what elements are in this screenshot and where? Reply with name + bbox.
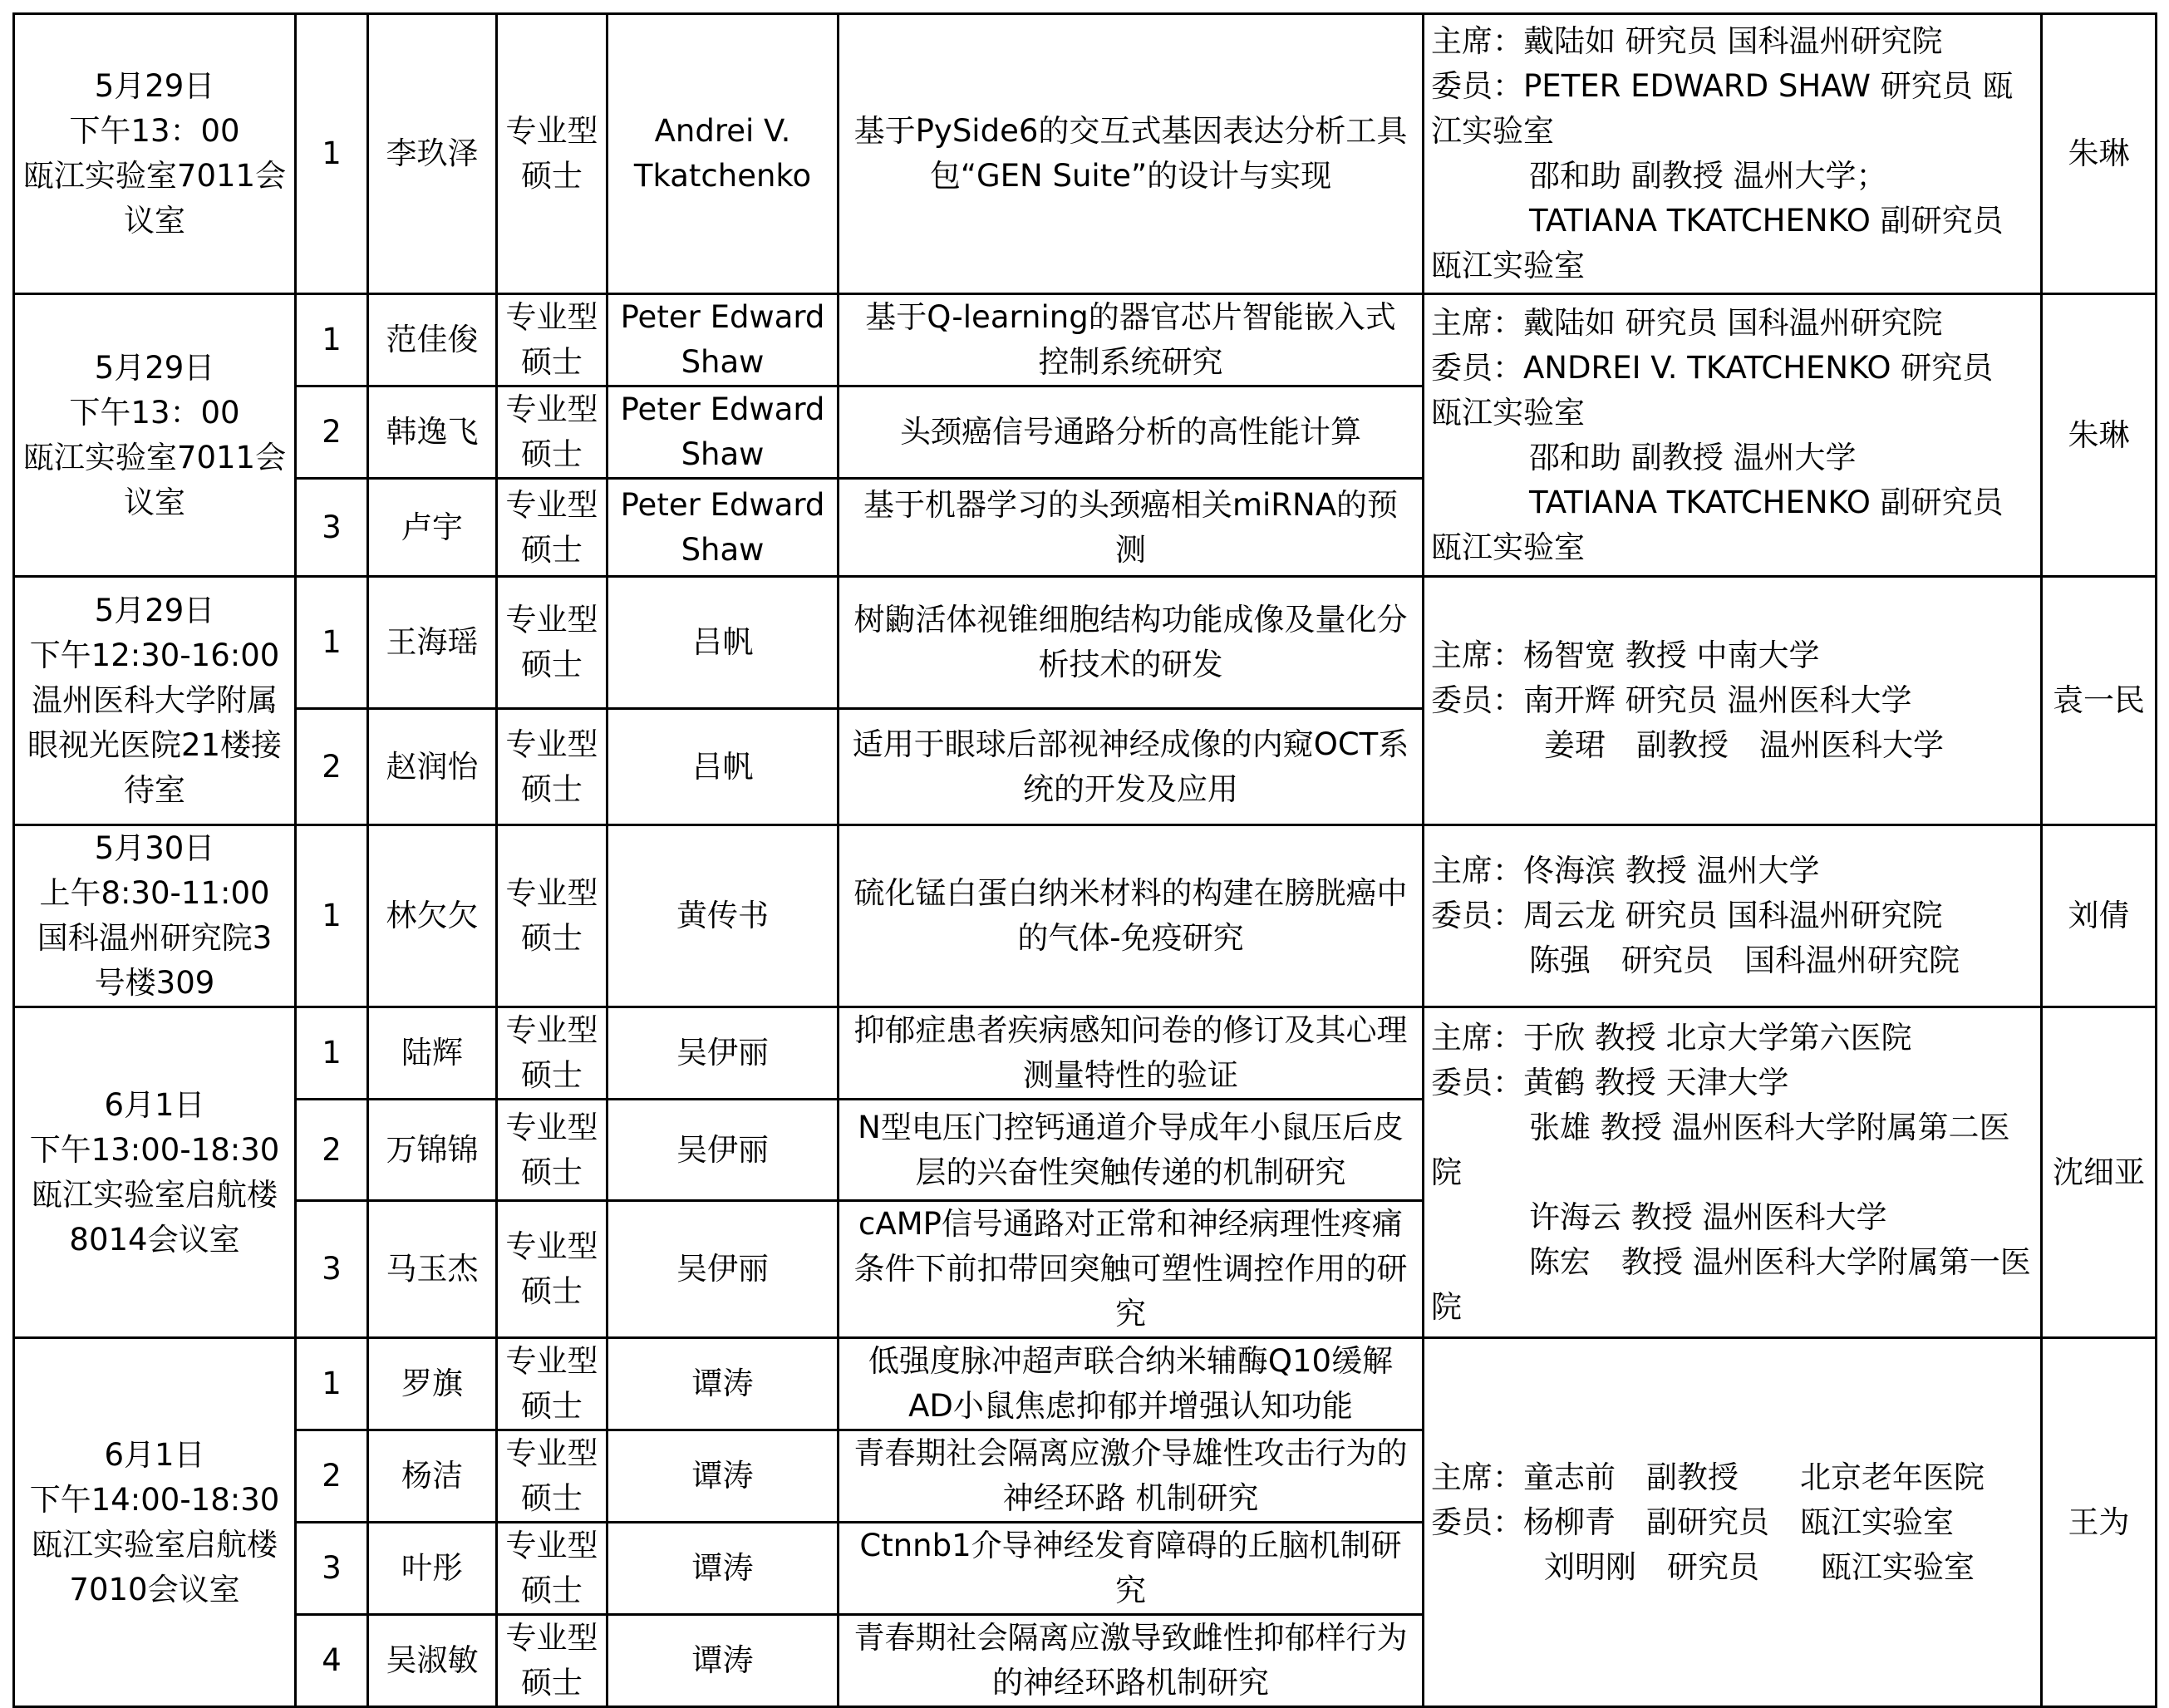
degree-type-line: 硕士: [521, 1665, 583, 1701]
degree-type-cell: [497, 1523, 607, 1615]
thesis-title-line: 头颈癌信号通路分析的高性能计算: [900, 414, 1361, 450]
thesis-title-line: 析技术的研发: [1038, 647, 1223, 682]
committee-line: 陈强 研究员 国科温州研究院: [1529, 943, 1960, 978]
session-cell: [14, 294, 296, 577]
secretary-name: 袁一民: [2053, 682, 2145, 718]
advisor-cell: [607, 1430, 839, 1523]
committee-line: 邵和助 副教授 温州大学: [1529, 439, 1857, 475]
degree-type-cell: [497, 14, 607, 294]
table-row: [14, 14, 2157, 294]
student-name: 王海瑶: [386, 624, 479, 660]
degree-type-line: 专业型: [505, 486, 598, 523]
thesis-title-cell: [839, 1615, 1424, 1707]
thesis-title-line: 适用于眼球后部视神经成像的内窥OCT系: [852, 726, 1409, 762]
student-number-cell: [296, 709, 368, 825]
degree-type-line: 硕士: [521, 531, 583, 568]
advisor-line: 吴伊丽: [676, 1131, 769, 1168]
secretary-cell: [2042, 1007, 2157, 1338]
advisor-line: 吴伊丽: [676, 1251, 769, 1287]
student-number-cell: [296, 14, 368, 294]
committee-line: 主席：戴陆如 研究员 国科温州研究院: [1431, 304, 1943, 341]
degree-type-line: 硕士: [521, 1057, 583, 1093]
committee-line: 许海云 教授 温州医科大学: [1529, 1199, 1887, 1235]
student-number: 1: [322, 898, 342, 933]
thesis-title-cell: [839, 825, 1424, 1007]
degree-type-line: 专业型: [505, 875, 598, 911]
student-name: 韩逸飞: [386, 414, 479, 450]
student-number: 3: [322, 509, 342, 545]
table-row: [14, 294, 2157, 386]
student-name-cell: [368, 709, 497, 825]
student-name: 罗旗: [401, 1366, 463, 1401]
thesis-title-line: 控制系统研究: [1038, 344, 1223, 380]
student-name: 马玉杰: [386, 1251, 479, 1287]
thesis-title-line: 基于机器学习的头颈癌相关miRNA的预: [863, 486, 1399, 523]
student-name-cell: [368, 386, 497, 479]
student-name: 万锦锦: [386, 1131, 479, 1168]
student-name-cell: [368, 1615, 497, 1707]
degree-type-line: 专业型: [505, 1012, 598, 1048]
committee-line: 江实验室: [1431, 113, 1554, 149]
committee-line: 邵和助 副教授 温州大学；: [1529, 158, 1887, 194]
degree-type-cell: [497, 479, 607, 577]
committee-line: 主席：杨智宽 教授 中南大学: [1431, 637, 1820, 673]
student-name: 杨洁: [401, 1458, 463, 1494]
student-number-cell: [296, 1430, 368, 1523]
committee-line: 主席：佟海滨 教授 温州大学: [1431, 853, 1820, 888]
committee-line: 瓯江实验室: [1431, 529, 1585, 565]
degree-type-line: 硕士: [521, 1154, 583, 1190]
secretary-name: 沈细亚: [2053, 1154, 2145, 1190]
table-row: [14, 577, 2157, 709]
session-line: 6月1日: [104, 1436, 205, 1473]
committee-cell: [1424, 294, 2042, 577]
student-name: 陆辉: [401, 1035, 463, 1071]
session-line: 瓯江实验室7011会: [22, 158, 287, 194]
student-number: 2: [322, 414, 342, 450]
thesis-title-cell: [839, 294, 1424, 386]
student-name: 卢宇: [401, 509, 463, 545]
advisor-line: Tkatchenko: [633, 158, 812, 194]
thesis-title-line: 基于Q-learning的器官芯片智能嵌入式: [865, 299, 1396, 335]
session-cell: [14, 1007, 296, 1338]
advisor-line: Andrei V.: [654, 113, 791, 149]
advisor-cell: [607, 1615, 839, 1707]
student-name: 吴淑敏: [386, 1642, 479, 1678]
degree-type-line: 专业型: [505, 299, 598, 335]
secretary-name: 朱琳: [2068, 135, 2130, 171]
degree-type-line: 专业型: [505, 602, 598, 637]
thesis-title-line: 测量特性的验证: [1023, 1057, 1238, 1093]
degree-type-cell: [497, 386, 607, 479]
student-name-cell: [368, 1100, 497, 1201]
student-name-cell: [368, 1201, 497, 1338]
degree-type-line: 专业型: [505, 1435, 598, 1471]
committee-line: TATIANA TKATCHENKO 副研究员: [1529, 203, 2004, 239]
defense-schedule-table: [12, 12, 2157, 1708]
student-number: 3: [322, 1251, 342, 1287]
thesis-title-line: 基于PySide6的交互式基因表达分析工具: [853, 113, 1408, 149]
student-number-cell: [296, 577, 368, 709]
committee-cell: [1424, 14, 2042, 294]
thesis-title-cell: [839, 14, 1424, 294]
student-number: 1: [322, 1035, 342, 1071]
degree-type-line: 专业型: [505, 1228, 598, 1264]
thesis-title-line: 低强度脉冲超声联合纳米辅酶Q10缓解: [868, 1343, 1394, 1379]
committee-line: 院: [1431, 1154, 1462, 1190]
committee-line: 姜珺 副教授 温州医科大学: [1544, 727, 1944, 763]
session-line: 下午13:00-18:30: [29, 1131, 280, 1168]
advisor-cell: [607, 1201, 839, 1338]
session-cell: [14, 825, 296, 1007]
secretary-name: 刘倩: [2068, 898, 2130, 933]
session-line: 眼视光医院21楼接: [27, 727, 283, 763]
thesis-title-line: 神经环路 机制研究: [1002, 1480, 1259, 1516]
degree-type-cell: [497, 1201, 607, 1338]
degree-type-cell: [497, 1100, 607, 1201]
degree-type-cell: [497, 1007, 607, 1100]
committee-line: TATIANA TKATCHENKO 副研究员: [1529, 484, 2004, 520]
thesis-title-cell: [839, 709, 1424, 825]
thesis-title-line: 层的兴奋性突触传递的机制研究: [915, 1154, 1346, 1190]
student-number: 3: [322, 1550, 342, 1586]
student-name-cell: [368, 1523, 497, 1615]
session-line: 号楼309: [94, 965, 215, 1001]
thesis-title-line: cAMP信号通路对正常和神经病理性疼痛: [858, 1206, 1403, 1242]
student-name-cell: [368, 479, 497, 577]
advisor-cell: [607, 709, 839, 825]
degree-type-line: 专业型: [505, 113, 598, 149]
thesis-title-line: 青春期社会隔离应激介导雄性攻击行为的: [853, 1435, 1408, 1471]
advisor-line: 谭涛: [691, 1366, 754, 1401]
degree-type-line: 硕士: [521, 344, 583, 380]
session-line: 瓯江实验室7011会: [22, 439, 287, 475]
table-row: [14, 1338, 2157, 1430]
student-name-cell: [368, 825, 497, 1007]
thesis-title-line: 抑郁症患者疾病感知问卷的修订及其心理: [853, 1012, 1408, 1048]
thesis-title-line: 青春期社会隔离应激导致雌性抑郁样行为: [853, 1620, 1408, 1656]
session-line: 8014会议室: [69, 1221, 240, 1258]
student-number-cell: [296, 1338, 368, 1430]
advisor-line: Peter Edward: [620, 299, 825, 335]
secretary-cell: [2042, 825, 2157, 1007]
student-name-cell: [368, 14, 497, 294]
student-number-cell: [296, 1007, 368, 1100]
student-name: 范佳俊: [386, 322, 479, 357]
session-line: 下午13：00: [69, 394, 240, 431]
thesis-title-line: 究: [1115, 1296, 1146, 1331]
committee-cell: [1424, 1007, 2042, 1338]
session-line: 上午8:30-11:00: [39, 875, 270, 911]
student-number: 1: [322, 624, 342, 660]
degree-type-line: 硕士: [521, 158, 583, 194]
thesis-title-line: 硫化锰白蛋白纳米材料的构建在膀胱癌中: [853, 875, 1408, 911]
degree-type-cell: [497, 709, 607, 825]
secretary-cell: [2042, 577, 2157, 825]
committee-line: 委员：PETER EDWARD SHAW 研究员 瓯: [1431, 68, 2014, 104]
secretary-cell: [2042, 294, 2157, 577]
advisor-line: 谭涛: [691, 1458, 754, 1494]
committee-line: 瓯江实验室: [1431, 394, 1585, 431]
advisor-cell: [607, 1523, 839, 1615]
student-name-cell: [368, 1007, 497, 1100]
student-name-cell: [368, 1338, 497, 1430]
committee-cell: [1424, 825, 2042, 1007]
degree-type-line: 硕士: [521, 1388, 583, 1424]
table-row: [14, 825, 2157, 1007]
thesis-title-line: 统的开发及应用: [1023, 770, 1238, 807]
student-name-cell: [368, 1430, 497, 1523]
advisor-line: Shaw: [681, 344, 765, 380]
thesis-title-cell: [839, 479, 1424, 577]
thesis-title-line: 树鼩活体视锥细胞结构功能成像及量化分: [853, 602, 1408, 637]
student-number-cell: [296, 1523, 368, 1615]
thesis-title-line: 测: [1115, 531, 1146, 568]
degree-type-cell: [497, 825, 607, 1007]
student-name-cell: [368, 294, 497, 386]
advisor-cell: [607, 386, 839, 479]
schedule-body: [14, 14, 2157, 1707]
advisor-cell: [607, 294, 839, 386]
degree-type-line: 专业型: [505, 391, 598, 427]
session-line: 下午13：00: [69, 113, 240, 149]
degree-type-line: 硕士: [521, 436, 583, 472]
committee-line: 主席：童志前 副教授 北京老年医院: [1431, 1459, 1985, 1495]
student-name-cell: [368, 577, 497, 709]
thesis-title-line: 的神经环路机制研究: [992, 1665, 1269, 1701]
committee-line: 委员：ANDREI V. TKATCHENKO 研究员: [1431, 349, 1994, 386]
committee-line: 瓯江实验室: [1431, 248, 1585, 283]
session-cell: [14, 14, 296, 294]
secretary-name: 王为: [2068, 1504, 2130, 1540]
student-number-cell: [296, 1100, 368, 1201]
degree-type-line: 硕士: [521, 647, 583, 682]
session-line: 瓯江实验室启航楼: [32, 1526, 278, 1563]
session-line: 下午12:30-16:00: [29, 637, 280, 673]
advisor-line: 吕帆: [691, 624, 754, 660]
advisor-cell: [607, 1007, 839, 1100]
secretary-cell: [2042, 1338, 2157, 1707]
session-line: 6月1日: [104, 1086, 205, 1123]
thesis-title-cell: [839, 386, 1424, 479]
session-line: 7010会议室: [69, 1571, 240, 1607]
degree-type-cell: [497, 577, 607, 709]
degree-type-line: 硕士: [521, 1273, 583, 1309]
student-name: 李玖泽: [386, 135, 479, 171]
committee-cell: [1424, 577, 2042, 825]
student-number: 4: [322, 1642, 342, 1678]
thesis-title-cell: [839, 577, 1424, 709]
degree-type-line: 专业型: [505, 1343, 598, 1379]
thesis-title-cell: [839, 1007, 1424, 1100]
student-number-cell: [296, 1615, 368, 1707]
advisor-line: 吴伊丽: [676, 1035, 769, 1071]
advisor-line: 吕帆: [691, 748, 754, 785]
student-number: 2: [322, 748, 342, 785]
thesis-title-line: 的气体-免疫研究: [1017, 920, 1244, 956]
advisor-cell: [607, 825, 839, 1007]
degree-type-line: 专业型: [505, 1109, 598, 1145]
thesis-title-cell: [839, 1430, 1424, 1523]
session-line: 议室: [124, 484, 185, 520]
advisor-cell: [607, 1338, 839, 1430]
thesis-title-line: N型电压门控钙通道介导成年小鼠压后皮: [858, 1109, 1404, 1145]
student-number-cell: [296, 386, 368, 479]
session-line: 瓯江实验室启航楼: [32, 1176, 278, 1213]
committee-line: 委员：周云龙 研究员 国科温州研究院: [1431, 898, 1943, 933]
advisor-line: Shaw: [681, 436, 765, 472]
student-name: 叶彤: [401, 1550, 463, 1586]
committee-line: 张雄 教授 温州医科大学附属第二医: [1529, 1109, 2010, 1145]
session-line: 5月30日: [94, 830, 215, 866]
session-line: 下午14:00-18:30: [29, 1481, 280, 1518]
degree-type-line: 专业型: [505, 1528, 598, 1563]
session-cell: [14, 1338, 296, 1707]
degree-type-cell: [497, 1430, 607, 1523]
advisor-line: Peter Edward: [620, 486, 825, 523]
student-name: 林欠欠: [386, 898, 479, 933]
committee-line: 主席：戴陆如 研究员 国科温州研究院: [1431, 23, 1943, 59]
student-number-cell: [296, 294, 368, 386]
student-number: 2: [322, 1458, 342, 1494]
advisor-cell: [607, 479, 839, 577]
degree-type-cell: [497, 1615, 607, 1707]
table-row: [14, 1007, 2157, 1100]
student-name: 赵润怡: [386, 748, 479, 785]
thesis-title-cell: [839, 1100, 1424, 1201]
degree-type-line: 硕士: [521, 1573, 583, 1608]
thesis-title-line: 条件下前扣带回突触可塑性调控作用的研: [853, 1251, 1408, 1287]
degree-type-line: 硕士: [521, 770, 583, 807]
secretary-name: 朱琳: [2068, 416, 2130, 453]
committee-line: 主席：于欣 教授 北京大学第六医院: [1431, 1019, 1912, 1056]
advisor-line: 谭涛: [691, 1642, 754, 1678]
thesis-title-line: 包“GEN Suite”的设计与实现: [929, 158, 1332, 194]
session-line: 待室: [124, 772, 185, 808]
student-number: 2: [322, 1131, 342, 1168]
committee-line: 陈宏 教授 温州医科大学附属第一医: [1529, 1243, 2031, 1280]
student-number: 1: [322, 135, 342, 171]
committee-line: 刘明刚 研究员 瓯江实验室: [1544, 1548, 1975, 1585]
degree-type-cell: [497, 294, 607, 386]
thesis-title-line: AD小鼠焦虑抑郁并增强认知功能: [908, 1388, 1353, 1424]
student-number-cell: [296, 479, 368, 577]
degree-type-line: 专业型: [505, 1620, 598, 1656]
session-line: 议室: [124, 203, 185, 239]
session-line: 5月29日: [94, 349, 215, 386]
advisor-line: 黄传书: [676, 898, 769, 933]
committee-line: 院: [1431, 1288, 1462, 1325]
student-number: 1: [322, 1366, 342, 1401]
advisor-cell: [607, 14, 839, 294]
advisor-line: Shaw: [681, 531, 765, 568]
advisor-cell: [607, 1100, 839, 1201]
session-line: 温州医科大学附属: [32, 682, 278, 718]
student-number-cell: [296, 825, 368, 1007]
degree-type-cell: [497, 1338, 607, 1430]
degree-type-line: 硕士: [521, 1480, 583, 1516]
thesis-title-line: 究: [1115, 1573, 1146, 1608]
advisor-cell: [607, 577, 839, 709]
committee-line: 委员：黄鹤 教授 天津大学: [1431, 1064, 1789, 1100]
session-line: 国科温州研究院3: [37, 920, 273, 956]
session-line: 5月29日: [94, 68, 215, 104]
degree-type-line: 硕士: [521, 920, 583, 956]
thesis-title-cell: [839, 1338, 1424, 1430]
student-number-cell: [296, 1201, 368, 1338]
advisor-line: Peter Edward: [620, 391, 825, 427]
advisor-line: 谭涛: [691, 1550, 754, 1586]
thesis-title-cell: [839, 1523, 1424, 1615]
session-line: 5月29日: [94, 593, 215, 628]
committee-line: 委员：南开辉 研究员 温州医科大学: [1431, 682, 1912, 718]
thesis-title-line: Ctnnb1介导神经发育障碍的丘脑机制研: [859, 1528, 1402, 1563]
thesis-title-cell: [839, 1201, 1424, 1338]
secretary-cell: [2042, 14, 2157, 294]
student-number: 1: [322, 322, 342, 357]
session-cell: [14, 577, 296, 825]
degree-type-line: 专业型: [505, 726, 598, 762]
committee-cell: [1424, 1338, 2042, 1707]
committee-line: 委员：杨柳青 副研究员 瓯江实验室: [1431, 1504, 1954, 1540]
